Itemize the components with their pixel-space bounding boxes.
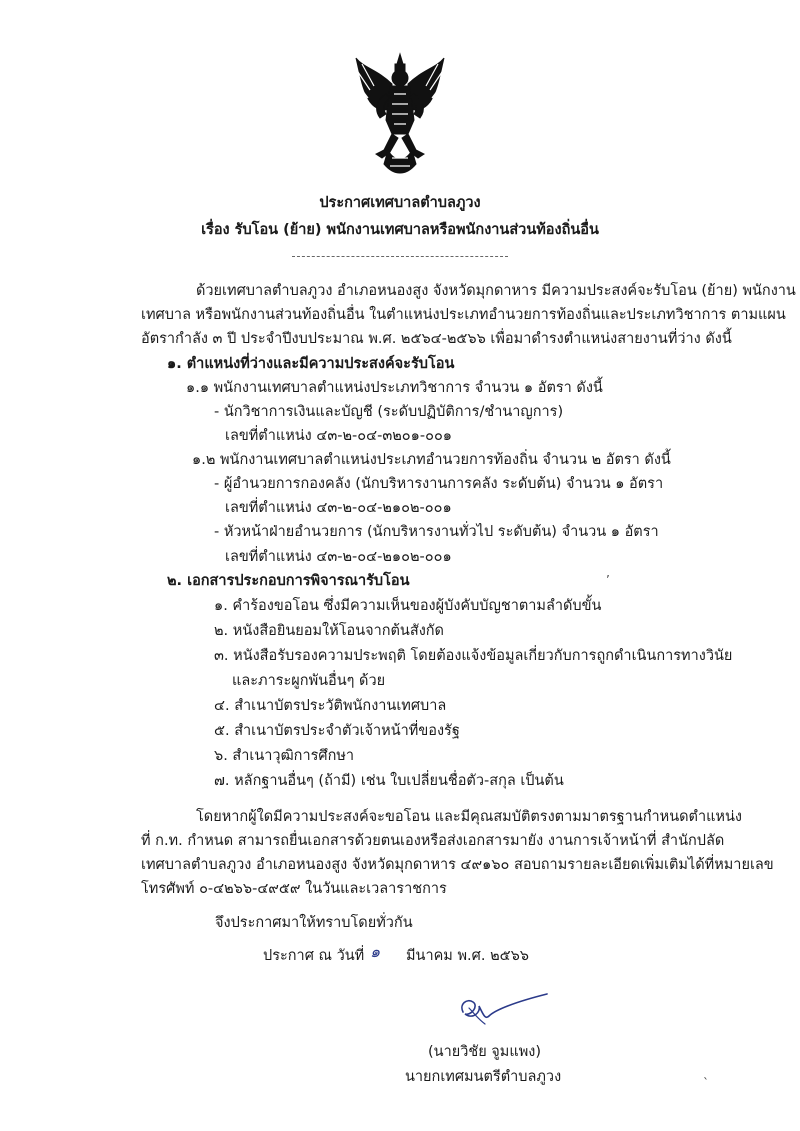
intro-line-1: ด้วยเทศบาลตำบลภูวง อำเภอหนองสูง จังหวัดมุกดาหาร มีความประสงค์จะรับโอน (ย้าย) พนักงาน (196, 283, 796, 299)
announcement-title: ประกาศเทศบาลตำบลภูวง (319, 195, 481, 211)
section-1-2-item-1-number: เลขที่ตำแหน่ง ๔๓-๒-๐๔-๒๑๐๒-๐๐๑ (225, 500, 452, 516)
garuda-emblem-icon (354, 50, 446, 180)
section-1-1-item-number: เลขที่ตำแหน่ง ๔๓-๒-๐๔-๓๒๐๑-๐๐๑ (225, 428, 453, 444)
signatory-position: นายกเทศมนตรีตำบลภูวง (405, 1069, 562, 1085)
closing-line-1: โดยหากผู้ใดมีความประสงค์จะขอโอน และมีคุณสมบัติตรงตามมาตรฐานกำหนดตำแหน่ง (196, 809, 742, 825)
scan-mark: ` (703, 1076, 709, 1090)
section-1-heading: ๑. ตำแหน่งที่ว่างและมีความประสงค์จะรับโอน (167, 356, 455, 372)
section-1-2-item-2: - หัวหน้าฝ่ายอำนวยการ (นักบริหารงานทั่วไป ระดับต้น) จำนวน ๑ อัตรา (214, 524, 659, 540)
announce-line: จึงประกาศมาให้ทราบโดยทั่วกัน (215, 915, 413, 931)
section-2-heading: ๒. เอกสารประกอบการพิจารณารับโอน (167, 573, 410, 589)
title-divider (292, 256, 508, 257)
date-month-year: มีนาคม พ.ศ. ๒๕๖๖ (406, 948, 530, 964)
document-item: ๒. หนังสือยินยอมให้โอนจากต้นสังกัด (214, 623, 444, 639)
closing-line-3: เทศบาลตำบลภูวง อำเภอหนองสูง จังหวัดมุกดาหาร ๔๙๑๖๐ สอบถามรายละเอียดเพิ่มเติมได้ที่หมายเลข (141, 857, 774, 873)
section-1-2-item-1: - ผู้อำนวยการกองคลัง (นักบริหารงานการคลัง ระดับต้น) จำนวน ๑ อัตรา (214, 476, 664, 492)
closing-line-4: โทรศัพท์ ๐-๔๒๖๖-๔๙๕๙ ในวันและเวลาราชการ (141, 881, 447, 897)
intro-line-3: อัตรากำลัง ๓ ปี ประจำปีงบประมาณ พ.ศ. ๒๕๖๔-๒๕๖๖ เพื่อมาดำรงตำแหน่งสายงานที่ว่าง ดังนี้ (141, 331, 732, 347)
signatory-name: (นายวิชัย จูมแพง) (428, 1044, 541, 1060)
document-item: ๑. คำร้องขอโอน ซึ่งมีความเห็นของผู้บังคับบัญชาตามลำดับขั้น (214, 598, 602, 614)
document-item: ๔. สำเนาบัตรประวัติพนักงานเทศบาล (214, 698, 447, 714)
date-prefix: ประกาศ ณ วันที่ (263, 948, 365, 964)
signature-icon (455, 990, 555, 1030)
section-1-2: ๑.๒ พนักงานเทศบาลตำแหน่งประเภทอำนวยการท้องถิ่น จำนวน ๒ อัตรา ดังนี้ (192, 452, 671, 468)
closing-line-2: ที่ ก.ท. กำหนด สามารถยื่นเอกสารด้วยตนเองหรือส่งเอกสารมายัง งานการเจ้าหน้าที่ สำนักปลัด (141, 833, 725, 849)
document-item: ๗. หลักฐานอื่นๆ (ถ้ามี) เช่น ใบเปลี่ยนชื่อตัว-สกุล เป็นต้น (214, 773, 564, 789)
document-item: ๕. สำเนาบัตรประจำตัวเจ้าหน้าที่ของรัฐ (214, 723, 460, 739)
date-day-handwritten: ๑ (370, 942, 381, 961)
section-1-1: ๑.๑ พนักงานเทศบาลตำแหน่งประเภทวิชาการ จำนวน ๑ อัตรา ดังนี้ (186, 380, 603, 396)
announcement-subject: เรื่อง รับโอน (ย้าย) พนักงานเทศบาลหรือพนักงานส่วนท้องถิ่นอื่น (201, 222, 599, 238)
section-1-2-item-2-number: เลขที่ตำแหน่ง ๔๓-๒-๐๔-๒๑๐๒-๐๐๑ (225, 549, 452, 565)
intro-line-2: เทศบาล หรือพนักงานส่วนท้องถิ่นอื่น ในตำแหน่งประเภทอำนวยการท้องถิ่นและประเภทวิชาการ ตามแผน (141, 307, 786, 323)
document-item: ๖. สำเนาวุฒิการศึกษา (214, 748, 355, 764)
document-item-continuation: และภาระผูกพันอื่นๆ ด้วย (232, 673, 386, 689)
document-item: ๓. หนังสือรับรองความประพฤติ โดยต้องแจ้งข้อมูลเกี่ยวกับการถูกดำเนินการทางวินัย (214, 648, 733, 664)
section-1-1-item: - นักวิชาการเงินและบัญชี (ระดับปฏิบัติการ/ชำนาญการ) (214, 404, 564, 420)
scan-mark: ’ (606, 573, 610, 587)
